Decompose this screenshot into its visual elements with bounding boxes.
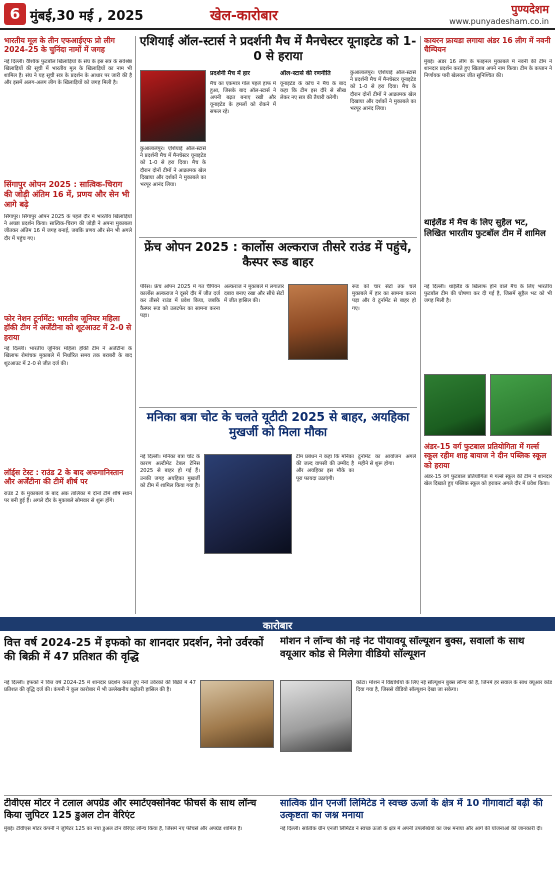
edition-date: मुंबई,30 मई , 2025 [30,9,144,24]
page-header [0,0,555,30]
article-body: नई दिल्ली। वैश्विक फुटबॉल खिलाड़ियों के संघ के इस सत्र के सर्वश्रेष्ठ खिलाड़ियों की सूची में भारतीय मूल के खिलाड़ियों का नाम भी शामिल है। संघ ने यह सूची सत्र के प्रदर्शन के आधार पर जारी की है और इसमें अलग-अलग लीग के खिलाड़ियों को जगह मिली है। [4,58,132,87]
tennis-photo [288,284,348,360]
article-body: नई दिल्ली। भारतीय जूनियर महिला हॉकी टीम ने अर्जेंटीना के खिलाफ रोमांचक मुकाबले में निर्धारित समय तक बराबरी के बाद शूटआउट में 2-0 से जीत दर्ज की। [4,346,132,367]
article-tvs [4,798,274,878]
business-band [0,617,555,631]
motion-body [356,680,552,792]
article-right-top [424,36,552,214]
headline: थाईलैंड में मैच के लिए सुहैल भट, लिखित भारतीय फुटबॉल टीम में शामिल [424,218,546,239]
french-body-1 [140,284,220,404]
manika-body-2 [296,454,354,614]
article-body: मुंबई। अंडर 16 लीग के फाइनल मुकाबले में नवनी की टीम ने शानदार प्रदर्शन करते हुए खिताब अपने नाम किया। टीम के कप्तान ने निर्णायक पारी खेलकर जीत सुनिश्चित की। [424,58,552,80]
article-body: नई दिल्ली। थाईलैंड के खिलाफ होने वाले मैच के लिए भारतीय फुटबॉल टीम की घोषणा कर दी गई है, जिसमें सुहैल भट को भी जगह मिली है। [424,284,552,305]
article-body: सिंगापुर। सिंगापुर ओपन 2025 के पहले दौर में भारतीय खिलाड़ियों ने अच्छा प्रदर्शन किया। सात्विक-चिराग की जोड़ी ने अपना मुकाबला जीतकर अंतिम 16 में जगह बनाई, जबकि प्रणय और सेन भी अगले दौर में पहुंच गए। [4,214,132,242]
article-body: अंडर-15 वर्ग फुटबाल प्रतियोगिता में गर्ल्स स्कूल की टीम ने शानदार खेल दिखाते हुए पब्लिक स्कूल को हराकर अगले दौर में प्रवेश किया। [424,474,552,488]
subhead: ऑल-स्टार्स की रणनीति [280,70,331,77]
site-url[interactable]: www.punyadesham.co.in [449,17,549,26]
iffco-body [4,680,196,792]
article-body: नई दिल्ली। सात्विक ग्रीन एनर्जी लिमिटेड ने स्वच्छ ऊर्जा के क्षेत्र में अपनी उपलब्धियों का जश्न मनाया और आगे की योजनाओं की जानकारी दी। [280,825,543,832]
iffco-photo [200,680,274,748]
article-body: अल्कराज ने मुकाबले में लगातार दबाव बनाए रखा और सीधे सेटों में जीत हासिल की। [224,284,284,305]
headline: भारतीय मूल के तीन एफआईएफ प्रो लीग 2024-25 के चुनिंदा नामों में जगह [4,36,115,55]
article-body: रूड को चार सेटों तक चले मुकाबले में हार का सामना करना पड़ा और वे टूर्नामेंट से बाहर हो गए। [352,284,416,312]
motion-photo [280,680,352,752]
headline: वित्त वर्ष 2024-25 में इफको का शानदार प्रदर्शन, नेनो उर्वरकों की बिक्री में 47 प्रतिशत की वृद्धि [4,636,264,663]
headline: सात्विक ग्रीन एनर्जी लिमिटेड ने स्वच्छ ऊर्जा के क्षेत्र में 10 गीगावाटों बढ़ी की उत्कृष्टता का जश्न मनाया [280,798,543,821]
article-body: कोटा। मोशन ने विद्यार्थियों के लिए नई सॉल्यूशन बुक्स लॉन्च की हैं, जिनमें हर सवाल के साथ क्यूआर कोड दिया गया है, जिससे वीडियो सॉल्यूशन देखा जा सकेगा। [356,680,552,694]
section-rule [139,237,417,238]
headline: कायरन फ्रायडा लगाया अंडर 16 लीग में नवनी चैम्पियन [424,36,551,55]
headline: अंडर-15 वर्ग फुटबाल प्रतियोगिता में गर्ल्स स्कूल रहीम शाह बायाज ने दीन पब्लिक स्कूल को हराया [424,442,547,470]
section-title: खेल-कारोबार [210,8,278,24]
headline: फ्रेंच ओपन 2025 : कार्लोस अल्कराज तीसरे राउंड में पहुंचे, कैस्पर रूड बाहर [144,240,412,269]
headline: लॉर्ड्स टेस्ट : राउंड 2 के बाद अफगानिस्तान और अर्जेंटीना की टीमें शीर्ष पर [4,468,124,487]
article-motion [280,636,552,678]
article-body: नई दिल्ली। मनिका बत्रा चोट के कारण अल्टीमेट टेबल टेनिस 2025 से बाहर हो गई हैं। उनकी जगह अयहिका मुखर्जी को टीम में शामिल किया गया है। [140,454,200,489]
article-iffco [4,636,274,678]
manika-body-1 [140,454,200,614]
lead-body-4 [350,70,416,234]
manika-body-3 [358,454,416,614]
article-body: मुंबई। टीवीएस मोटर कंपनी ने जुपिटर 125 का नया डुअल टोन वेरिएंट लॉन्च किया है, जिसमें नए फीचर्स और अपग्रेड शामिल हैं। [4,825,243,832]
article-manika [139,410,417,450]
football-photo-1 [424,374,486,436]
section-rule [4,795,552,796]
lead-body-1 [140,146,206,234]
article-body: कुआलालंपुर। एशियाई ऑल-स्टार्स ने प्रदर्शनी मैच में मैनचेस्टर यूनाइटेड को 1-0 से हरा दिया। मैच के दौरान दोनों टीमों ने आक्रामक खेल दिखाया और दर्शकों ने मुकाबले का भरपूर आनंद लिया। [350,70,416,113]
headline: सिंगापुर ओपन 2025 : सात्विक-चिराग की जोड़ी अंतिम 16 में, प्रणय और सेन भी आगे बढ़े [4,180,130,209]
article-left-mid [4,180,132,310]
article-body: राउंड 2 के मुकाबलों के बाद अंक तालिका में दोनों टीमें शीर्ष स्थान पर बनी हुई हैं। अगले दौर के मुकाबले सोमवार से शुरू होंगे। [4,490,132,504]
article-under16 [424,442,552,614]
headline: एशियाई ऑल-स्टार्स ने प्रदर्शनी मैच में मैनचेस्टर यूनाइटेड को 1-0 से हराया [139,34,417,63]
headline: फोर नेशन टूर्नामेंट: भारतीय जूनियर महिला हॉकी टीम ने अर्जेंटीना को शूटआउट में 2-0 से हराया [4,314,132,342]
table-tennis-photo [204,454,292,554]
article-body: कुआलालंपुर। एशियाई ऑल-स्टार्स ने प्रदर्शनी मैच में मैनचेस्टर यूनाइटेड को 1-0 से हरा दिया। मैच के दौरान दोनों टीमों ने आक्रामक खेल दिखाया और दर्शकों ने मुकाबले का भरपूर आनंद लिया। [140,146,206,189]
headline: टीवीएस मोटर ने टलाल अपग्रेड और स्मार्टएक्सोनेक्ट फीचर्स के साथ लॉन्च किया जुपिटर 125 डुअल टोन वेरिएंट [4,798,257,821]
brand-name: पुण्यदेशम [511,3,549,16]
section-rule [139,407,417,408]
match-photo [140,70,206,142]
french-body-2 [224,284,284,404]
article-french-open [139,240,417,280]
article-body: मैच का एकमात्र गोल पहले हाफ में हुआ, जिसके बाद ऑल-स्टार्स ने अपनी बढ़त बनाए रखी और यूनाइटेड के हमलों को रोकने में सफल रहे। [210,80,276,116]
lead-body-3 [280,70,346,234]
article-body: टूर्नामेंट का आयोजन अगले महीने से शुरू होगा। [358,454,416,468]
football-photo-2 [490,374,552,436]
column-rule [135,36,136,614]
headline: मनिका बत्रा चोट के चलते यूटीटी 2025 से बाहर, अयहिका मुखर्जी को मिला मौका [146,410,410,439]
article-body: पेरिस। फ्रेंच ओपन 2025 में गत चैंपियन कार्लोस अल्कराज ने दूसरे दौर में जीत दर्ज कर तीसरे राउंड में प्रवेश किया, जबकि कैस्पर रूड को उलटफेर का सामना करना पड़ा। [140,284,220,319]
article-body: यूनाइटेड के कोच ने मैच के बाद कहा कि टीम इस दौरे से सीख लेकर नए सत्र की तैयारी करेगी। [280,80,346,101]
subhead: प्रदर्शनी मैच में हार [210,70,251,77]
lead-body-2 [210,70,276,234]
page-number: 6 [4,3,26,25]
article-left-bottom [4,468,132,613]
article-body: नई दिल्ली। इफको ने वित्त वर्ष 2024-25 में शानदार प्रदर्शन करते हुए नेनो उर्वरकों की बिक्री में 47 प्रतिशत की वृद्धि दर्ज की। कंपनी ने कुल कारोबार में भी उल्लेखनीय बढ़ोतरी हासिल की है। [4,680,196,694]
article-body: टीम प्रबंधन ने कहा कि मनिका की जल्द वापसी की उम्मीद है और अयहिका इस मौके का पूरा फायदा उठाएंगी। [296,454,354,482]
column-rule [420,36,421,614]
thailand-body [424,284,552,372]
article-left-top [4,36,132,176]
business-section-label: कारोबार [262,621,293,632]
article-sattvik [280,798,552,878]
article-left-low [4,314,132,464]
article-thailand [424,218,552,282]
headline: मोशन ने लॉन्च की नई नेट पीयावयू सॉल्यूशन बुक्स, सवालों के साथ वयूआर कोड से मिलेगा वीडियो सॉल्यूशन [280,636,525,660]
french-body-3 [352,284,416,404]
